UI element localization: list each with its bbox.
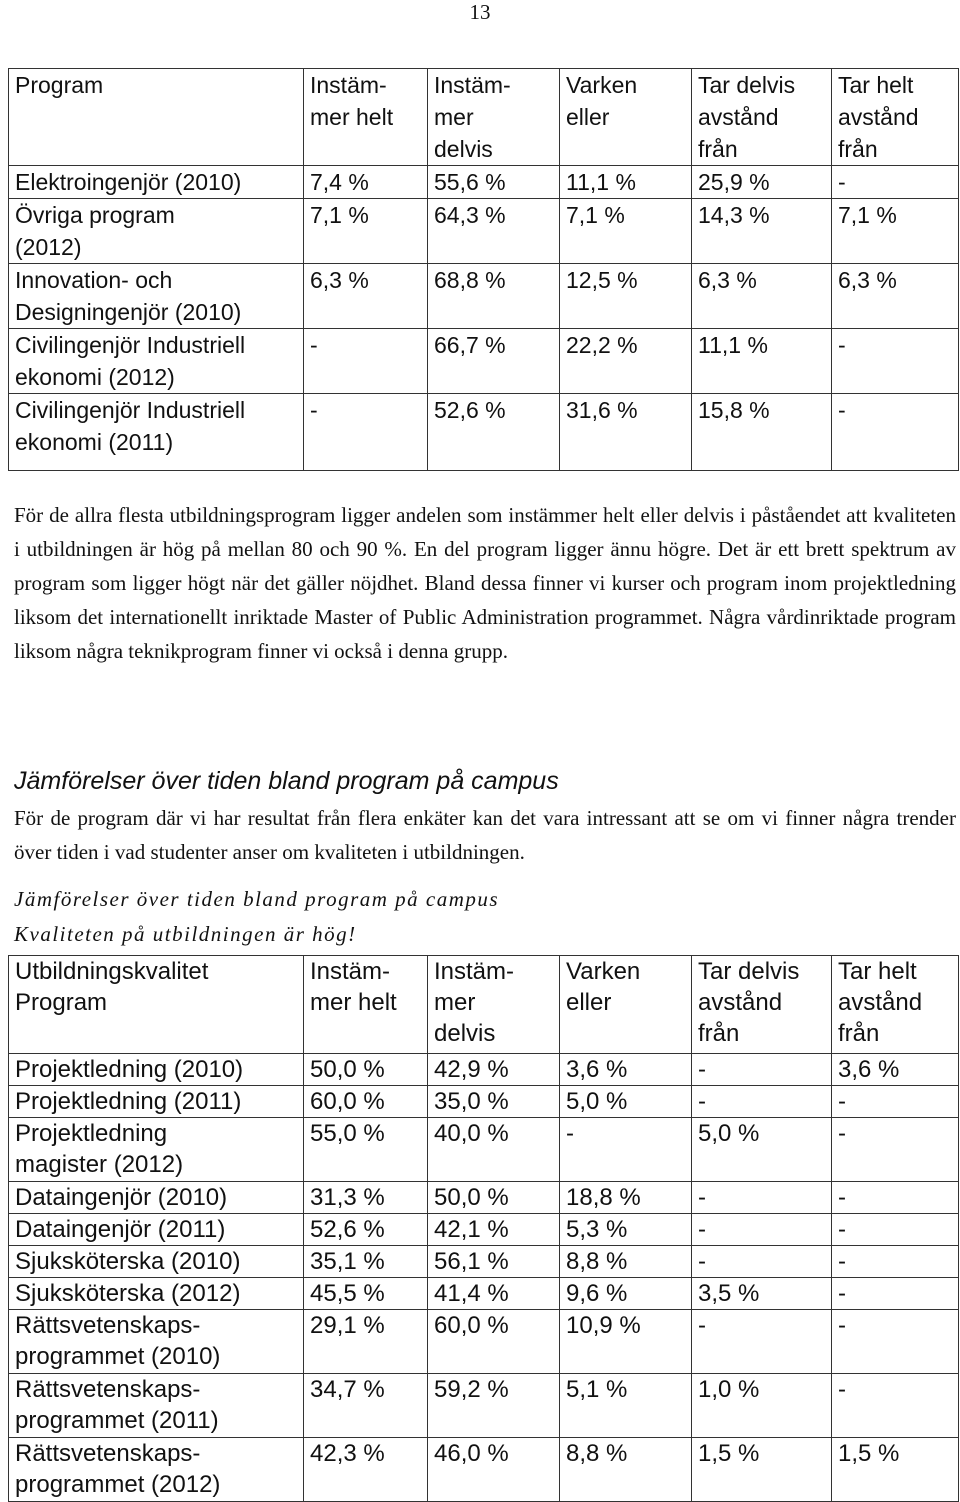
value-cell: - [832,1374,959,1438]
value-cell: 5,0 % [692,1118,832,1182]
value-cell: 35,0 % [428,1086,560,1118]
value-cell: - [692,1054,832,1086]
table-row [9,1438,959,1502]
program-cell: Dataingenjör (2010) [9,1182,304,1214]
table-row [9,199,959,264]
value-cell: 8,8 % [560,1246,692,1278]
value-cell: 34,7 % [304,1374,428,1438]
header-fully-disagree: Tar helt avstånd från [832,69,959,166]
value-cell: 40,0 % [428,1118,560,1182]
value-cell: 1,0 % [692,1374,832,1438]
table-header-row [9,956,959,1054]
value-cell: - [692,1086,832,1118]
value-cell: - [692,1246,832,1278]
program-cell: Övriga program (2012) [9,199,304,264]
value-cell: 7,4 % [304,166,428,199]
value-cell: - [832,1278,959,1310]
table-row [9,329,959,394]
value-cell: 50,0 % [428,1182,560,1214]
header-neither: Varken eller [560,956,692,1054]
header-agree-fully: Instäm- mer helt [304,956,428,1054]
value-cell: - [304,394,428,471]
table-caption-subtitle: Kvaliteten på utbildningen är hög! [14,922,357,946]
value-cell: 64,3 % [428,199,560,264]
value-cell: - [692,1310,832,1374]
value-cell: 68,8 % [428,264,560,329]
value-cell: 41,4 % [428,1278,560,1310]
value-cell: - [832,394,959,471]
value-cell: 7,1 % [560,199,692,264]
value-cell: 59,2 % [428,1374,560,1438]
value-cell: 60,0 % [304,1086,428,1118]
value-cell: 66,7 % [428,329,560,394]
value-cell: 31,3 % [304,1182,428,1214]
header-neither: Varken eller [560,69,692,166]
value-cell: 42,1 % [428,1214,560,1246]
value-cell: 46,0 % [428,1438,560,1502]
value-cell: 50,0 % [304,1054,428,1086]
table-row [9,1246,959,1278]
page-number: 13 [469,0,491,24]
value-cell: 3,6 % [560,1054,692,1086]
value-cell: 25,9 % [692,166,832,199]
program-cell: Sjuksköterska (2012) [9,1278,304,1310]
table-row [9,1214,959,1246]
value-cell: 18,8 % [560,1182,692,1214]
value-cell: 55,6 % [428,166,560,199]
value-cell: - [692,1214,832,1246]
value-cell: - [832,329,959,394]
program-cell: Sjuksköterska (2010) [9,1246,304,1278]
table-row [9,1374,959,1438]
header-agree-fully: Instäm- mer helt [304,69,428,166]
table-row [9,1310,959,1374]
value-cell: 42,9 % [428,1054,560,1086]
value-cell: 7,1 % [304,199,428,264]
table-row [9,166,959,199]
value-cell: 31,6 % [560,394,692,471]
value-cell: 42,3 % [304,1438,428,1502]
value-cell: 11,1 % [560,166,692,199]
value-cell: 6,3 % [832,264,959,329]
section-heading: Jämförelser över tiden bland program på campus [14,767,559,795]
quality-table-over-time [8,955,959,1502]
value-cell: 35,1 % [304,1246,428,1278]
program-cell: Projektledning (2011) [9,1086,304,1118]
value-cell: - [304,329,428,394]
header-agree-partly: Instäm- mer delvis [428,69,560,166]
table-row [9,264,959,329]
value-cell: - [560,1118,692,1182]
value-cell: 11,1 % [692,329,832,394]
value-cell: - [832,1118,959,1182]
value-cell: 12,5 % [560,264,692,329]
header-program: Program [9,69,304,166]
table-row [9,394,959,471]
table-header-row [9,69,959,166]
value-cell: 60,0 % [428,1310,560,1374]
value-cell: 3,6 % [832,1054,959,1086]
table-row [9,1118,959,1182]
header-partly-disagree: Tar delvis avstånd från [692,956,832,1054]
table-caption-title: Jämförelser över tiden bland program på campus [14,887,500,911]
value-cell: 10,9 % [560,1310,692,1374]
value-cell: 56,1 % [428,1246,560,1278]
program-cell: Rättsvetenskaps- programmet (2012) [9,1438,304,1502]
value-cell: 55,0 % [304,1118,428,1182]
value-cell: - [832,1086,959,1118]
value-cell: - [692,1182,832,1214]
value-cell: 22,2 % [560,329,692,394]
value-cell: - [832,166,959,199]
program-cell: Elektroingenjör (2010) [9,166,304,199]
program-cell: Civilingenjör Industriell ekonomi (2011) [9,394,304,471]
program-cell: Civilingenjör Industriell ekonomi (2012) [9,329,304,394]
body-paragraph-results: För de allra flesta utbildningsprogram ligger andelen som instämmer helt eller delvis i påståendet att kvaliteten i utbildningen är hög på mellan 80 och 90 %. En del program ligger ännu högre. Det är ett brett spektrum av program som ligger högt när det gäller nöjdhet. Bland dessa finner vi kurser och program inom projektledning liksom det internationellt inriktade Master of Public Administration programmet. Några vårdinriktade program liksom några teknikprogram finner vi också i denna grupp. [14,503,956,663]
table-row [9,1086,959,1118]
value-cell: - [832,1246,959,1278]
value-cell: - [832,1214,959,1246]
value-cell: 52,6 % [428,394,560,471]
value-cell: 5,1 % [560,1374,692,1438]
value-cell: - [832,1310,959,1374]
value-cell: 6,3 % [304,264,428,329]
value-cell: 1,5 % [692,1438,832,1502]
value-cell: 9,6 % [560,1278,692,1310]
program-cell: Projektledning (2010) [9,1054,304,1086]
value-cell: 5,3 % [560,1214,692,1246]
program-cell: Rättsvetenskaps- programmet (2011) [9,1374,304,1438]
table-row [9,1278,959,1310]
table-row [9,1054,959,1086]
value-cell: - [832,1182,959,1214]
program-cell: Projektledning magister (2012) [9,1118,304,1182]
value-cell: 52,6 % [304,1214,428,1246]
header-fully-disagree: Tar helt avstånd från [832,956,959,1054]
header-program: Utbildningskvalitet Program [9,956,304,1054]
program-cell: Innovation- och Designingenjör (2010) [9,264,304,329]
table-row [9,1182,959,1214]
header-partly-disagree: Tar delvis avstånd från [692,69,832,166]
program-cell: Rättsvetenskaps- programmet (2010) [9,1310,304,1374]
value-cell: 3,5 % [692,1278,832,1310]
value-cell: 14,3 % [692,199,832,264]
value-cell: 1,5 % [832,1438,959,1502]
body-paragraph-trends: För de program där vi har resultat från flera enkäter kan det vara intressant att se om vi finner några trender över tiden i vad studenter anser om kvaliteten i utbildningen. [14,806,956,864]
value-cell: 7,1 % [832,199,959,264]
header-agree-partly: Instäm- mer delvis [428,956,560,1054]
value-cell: 29,1 % [304,1310,428,1374]
quality-table-programs [8,68,959,471]
program-cell: Dataingenjör (2011) [9,1214,304,1246]
value-cell: 45,5 % [304,1278,428,1310]
value-cell: 5,0 % [560,1086,692,1118]
value-cell: 6,3 % [692,264,832,329]
value-cell: 8,8 % [560,1438,692,1502]
value-cell: 15,8 % [692,394,832,471]
